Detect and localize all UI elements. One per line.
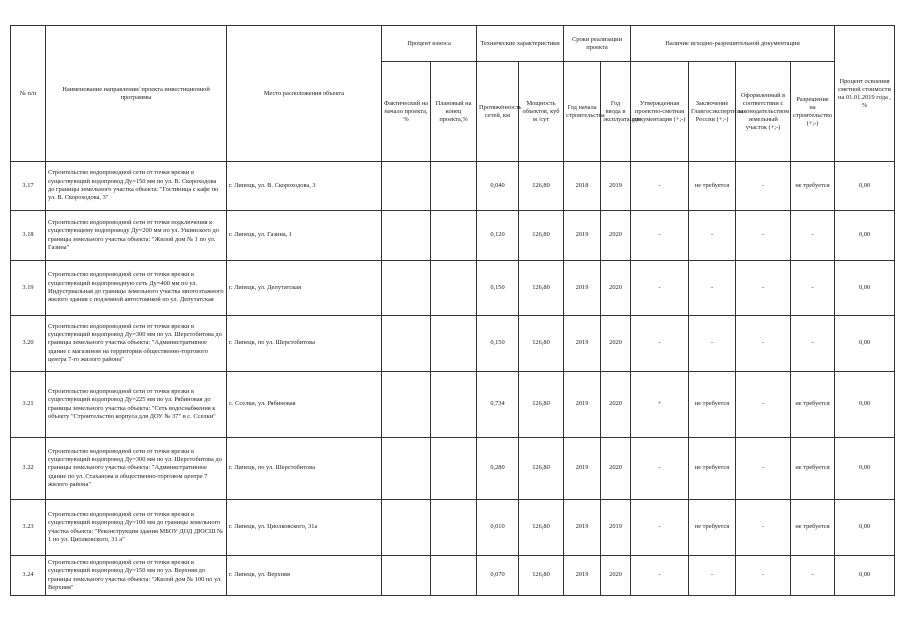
project-name-cell: Строительство водопроводной сети от точки врезки в существующий водопровод Ду=300 мм по ул. Шерстобитова до границы земельного участка объекта: "Административное здание по ул. Стаханова в общественно-торговом центре 7 жилого района" xyxy=(46,438,227,500)
completion-percent-cell: 0,00 xyxy=(835,211,895,261)
year-end-cell: 2020 xyxy=(601,211,631,261)
header-docs: Наличие исходно-разрешительной документации xyxy=(631,26,835,62)
completion-percent-cell: 0,00 xyxy=(835,372,895,438)
header-year-start: Год начала строительства xyxy=(564,62,601,162)
network-length-cell: 0,010 xyxy=(477,500,519,556)
doc-land-cell: - xyxy=(736,162,791,211)
doc-approved-cell: - xyxy=(631,438,689,500)
capacity-cell: 126,80 xyxy=(519,211,564,261)
investment-program-table xyxy=(10,25,895,596)
doc-permit-cell: - xyxy=(791,261,835,316)
completion-percent-cell: 0,00 xyxy=(835,316,895,372)
table-row xyxy=(11,162,895,211)
doc-approved-cell: - xyxy=(631,500,689,556)
doc-approved-cell: - xyxy=(631,261,689,316)
year-end-cell: 2020 xyxy=(601,438,631,500)
doc-permit-cell: - xyxy=(791,556,835,596)
doc-expert-cell: не требуется xyxy=(689,162,736,211)
project-name-cell: Строительство водопроводной сети от точки врезки в существующий водопровод Ду=150 мм по ул. В. Скороходова до границы земельного участка объекта: "Гостиница с кафе по ул. В. Скороходова, 3" xyxy=(46,162,227,211)
year-start-cell: 2019 xyxy=(564,556,601,596)
network-length-cell: 0,150 xyxy=(477,316,519,372)
row-number-cell: 3.21 xyxy=(11,372,46,438)
completion-percent-cell: 0,00 xyxy=(835,556,895,596)
year-end-cell: 2019 xyxy=(601,162,631,211)
object-location-cell: г. Липецк, ул. Газина, 1 xyxy=(227,211,382,261)
doc-expert-cell: - xyxy=(689,211,736,261)
capacity-cell: 126,80 xyxy=(519,556,564,596)
table-row xyxy=(11,500,895,556)
completion-percent-cell: 0,00 xyxy=(835,261,895,316)
table-row xyxy=(11,438,895,500)
header-location: Место расположения объекта xyxy=(227,26,382,162)
doc-land-cell: - xyxy=(736,211,791,261)
doc-expert-cell: не требуется xyxy=(689,372,736,438)
object-location-cell: г. Липецк, ул. Верхняя xyxy=(227,556,382,596)
year-start-cell: 2019 xyxy=(564,211,601,261)
wear-plan-cell xyxy=(431,316,477,372)
year-start-cell: 2019 xyxy=(564,438,601,500)
header-wear-plan: Плановый на конец проекта,% xyxy=(431,62,477,162)
project-name-cell: Строительство водопроводной сети от точки врезки в существующий водопровод Ду=150 мм по ул. Верхняя до границы земельного участка объекта: "Жилой дом № 100 по ул. Верхняя" xyxy=(46,556,227,596)
wear-plan-cell xyxy=(431,261,477,316)
doc-expert-cell: не требуется xyxy=(689,438,736,500)
row-number-cell: 3.20 xyxy=(11,316,46,372)
row-number-cell: 3.24 xyxy=(11,556,46,596)
doc-permit-cell: не требуется xyxy=(791,500,835,556)
doc-expert-cell: не требуется xyxy=(689,500,736,556)
header-doc-land: Оформленный в соответствии с законодательством земельный участок (+;-) xyxy=(736,62,791,162)
header-doc-permit: Разрешение на строительство (+;-) xyxy=(791,62,835,162)
table-row xyxy=(11,556,895,596)
object-location-cell: г. Липецк, по ул. Шерстобитова xyxy=(227,316,382,372)
header-capacity: Мощность объектов, куб м /сут xyxy=(519,62,564,162)
row-number-cell: 3.22 xyxy=(11,438,46,500)
wear-fact-cell xyxy=(382,438,431,500)
project-name-cell: Строительство водопроводной сети от точки врезки в существующий водопровод Ду=225 мм по ул. Рябиновая до границы земельного участка объекта: "Сеть водоснабжения к объекту "Строительство корпуса для ДОУ № 37" в с. Сселки" xyxy=(46,372,227,438)
doc-approved-cell: - xyxy=(631,316,689,372)
header-length: Протяжённость сетей, км xyxy=(477,62,519,162)
object-location-cell: г. Липецк, ул. Циолковского, 31а xyxy=(227,500,382,556)
doc-approved-cell: + xyxy=(631,372,689,438)
doc-permit-cell: не требуется xyxy=(791,438,835,500)
doc-land-cell: - xyxy=(736,438,791,500)
year-end-cell: 2020 xyxy=(601,556,631,596)
wear-fact-cell xyxy=(382,211,431,261)
capacity-cell: 126,80 xyxy=(519,316,564,372)
doc-land-cell: - xyxy=(736,500,791,556)
object-location-cell: г. Липецк, по ул. Шерстобитова xyxy=(227,438,382,500)
doc-expert-cell: - xyxy=(689,556,736,596)
row-number-cell: 3.17 xyxy=(11,162,46,211)
doc-land-cell: - xyxy=(736,261,791,316)
wear-fact-cell xyxy=(382,556,431,596)
row-number-cell: 3.23 xyxy=(11,500,46,556)
row-number-cell: 3.19 xyxy=(11,261,46,316)
doc-land-cell: - xyxy=(736,316,791,372)
table-row xyxy=(11,316,895,372)
capacity-cell: 126,80 xyxy=(519,162,564,211)
doc-permit-cell: не требуется xyxy=(791,372,835,438)
project-name-cell: Строительство водопроводной сети от точки подключения к существующему водопроводу Ду=200 мм по ул. Ушинского до границы земельного участка объекта: "Жилой дом № 1 по ул. Газина" xyxy=(46,211,227,261)
wear-fact-cell xyxy=(382,162,431,211)
header-wear: Процент износа xyxy=(382,26,477,62)
wear-fact-cell xyxy=(382,372,431,438)
object-location-cell: г. Липецк, ул. Депутатская xyxy=(227,261,382,316)
wear-plan-cell xyxy=(431,372,477,438)
doc-permit-cell: не требуется xyxy=(791,162,835,211)
header-num: № п/п xyxy=(11,26,46,162)
doc-permit-cell: - xyxy=(791,211,835,261)
doc-approved-cell: - xyxy=(631,162,689,211)
header-year-end: Год ввода в эксплуатацию xyxy=(601,62,631,162)
year-start-cell: 2019 xyxy=(564,261,601,316)
network-length-cell: 0,040 xyxy=(477,162,519,211)
wear-plan-cell xyxy=(431,556,477,596)
doc-expert-cell: - xyxy=(689,316,736,372)
capacity-cell: 126,80 xyxy=(519,438,564,500)
network-length-cell: 0,280 xyxy=(477,438,519,500)
year-start-cell: 2019 xyxy=(564,372,601,438)
year-start-cell: 2019 xyxy=(564,500,601,556)
object-location-cell: с. Сселки, ул. Рябиновая xyxy=(227,372,382,438)
header-tech: Технические характеристики xyxy=(477,26,564,62)
year-start-cell: 2018 xyxy=(564,162,601,211)
table-body xyxy=(11,162,895,596)
doc-expert-cell: - xyxy=(689,261,736,316)
project-name-cell: Строительство водопроводной сети от точки врезки в существующий водопровод Ду=100 мм до границы земельного участка объекта: "Реконструкция здания МБОУ ДОД ДЮСШ № 1 по ул. Циолковского, 31 а" xyxy=(46,500,227,556)
year-end-cell: 2019 xyxy=(601,500,631,556)
year-end-cell: 2020 xyxy=(601,316,631,372)
doc-permit-cell: - xyxy=(791,316,835,372)
header-name: Наименование направления/ проекта инвестиционной программы xyxy=(46,26,227,162)
capacity-cell: 126,80 xyxy=(519,372,564,438)
project-name-cell: Строительство водопроводной сети от точки врезки в существующий водопровод Ду=300 мм по ул. Шерстобитова до границы земельного участка объекта: "Административное здание с магазином на территории общественно-торгового центра 7-го жилого района" xyxy=(46,316,227,372)
header-doc-approved: Утвержденная проектно-сметная документация (+;-) xyxy=(631,62,689,162)
header-wear-fact: Фактический на начало проекта, % xyxy=(382,62,431,162)
wear-plan-cell xyxy=(431,438,477,500)
object-location-cell: г. Липецк, ул. В. Скороходова, 3 xyxy=(227,162,382,211)
capacity-cell: 126,80 xyxy=(519,500,564,556)
project-name-cell: Строительство водопроводной сети от точки врезки в существующий водопроводную сеть Ду=400 мм по ул. Индустриальная до границы земельного участка многоэтажного жилого здания с подземной автостоянкой по ул. Депутатская xyxy=(46,261,227,316)
header-doc-expert: Заключение Главгосэкспертизы России (+;-) xyxy=(689,62,736,162)
network-length-cell: 0,120 xyxy=(477,211,519,261)
wear-fact-cell xyxy=(382,316,431,372)
doc-approved-cell: - xyxy=(631,556,689,596)
capacity-cell: 126,80 xyxy=(519,261,564,316)
doc-land-cell: - xyxy=(736,556,791,596)
table-row xyxy=(11,211,895,261)
completion-percent-cell: 0,00 xyxy=(835,438,895,500)
year-start-cell: 2019 xyxy=(564,316,601,372)
wear-plan-cell xyxy=(431,211,477,261)
completion-percent-cell: 0,00 xyxy=(835,162,895,211)
table-row xyxy=(11,372,895,438)
wear-fact-cell xyxy=(382,261,431,316)
network-length-cell: 0,070 xyxy=(477,556,519,596)
completion-percent-cell: 0,00 xyxy=(835,500,895,556)
row-number-cell: 3.18 xyxy=(11,211,46,261)
year-end-cell: 2020 xyxy=(601,261,631,316)
header-percent: Процент освоения сметной стоимости на 01.01.2019 года , % xyxy=(835,26,895,162)
network-length-cell: 0,734 xyxy=(477,372,519,438)
network-length-cell: 0,150 xyxy=(477,261,519,316)
year-end-cell: 2020 xyxy=(601,372,631,438)
doc-land-cell: - xyxy=(736,372,791,438)
wear-plan-cell xyxy=(431,162,477,211)
table-row xyxy=(11,261,895,316)
header-terms: Сроки реализации проекта xyxy=(564,26,631,62)
wear-fact-cell xyxy=(382,500,431,556)
doc-approved-cell: - xyxy=(631,211,689,261)
wear-plan-cell xyxy=(431,500,477,556)
